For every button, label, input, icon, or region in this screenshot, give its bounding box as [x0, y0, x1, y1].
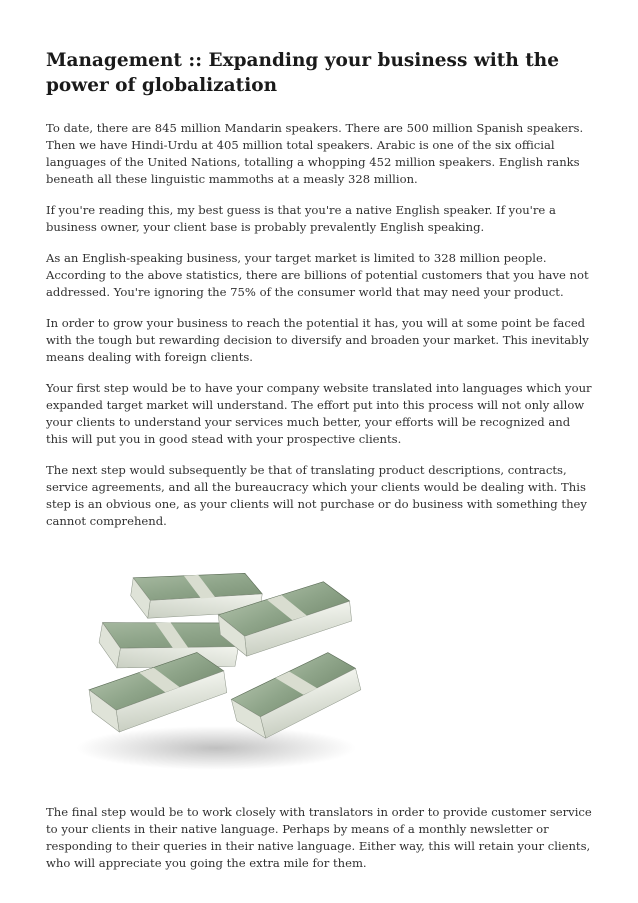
- money-stacks-icon: [66, 548, 366, 778]
- paragraph-5: Your first step would be to have your company website translated into languages which your expanded target market will understand. The effort put into this process will not only allow your clients to understand your services much better, your efforts will be recognized and this will put you in good stead with your prospective clients.: [46, 381, 592, 446]
- final-paragraph: The final step would be to work closely with translators in order to provide customer service to your clients in their native language. Perhaps by means of a monthly newsletter or responding to their queries in their native language. Either way, this will retain your clients, who will appreciate you going the extra mile for them.: [46, 805, 592, 870]
- paragraph-6: The next step would subsequently be that of translating product descriptions, contracts, service agreements, and all the bureaucracy which your clients would be dealing with. This step is an obvious one, as your clients will not purchase or do business with something they cannot comprehend.: [46, 463, 587, 528]
- paragraph-2: If you're reading this, my best guess is that you're a native English speaker. If you're a business owner, your client base is probably prevalently English speaking.: [46, 203, 556, 234]
- article: [46, 48, 594, 886]
- money-stacks-image: [46, 548, 594, 788]
- paragraph-3: As an English-speaking business, your target market is limited to 328 million people. According to the above statistics, there are billions of potential customers that you have not addressed. You're ignoring the 75% of the consumer world that may need your product.: [46, 251, 589, 299]
- paragraph-1: To date, there are 845 million Mandarin speakers. There are 500 million Spanish speakers. Then we have Hindi-Urdu at 405 million total speakers. Arabic is one of the six official languages of the United Nations, totalling a whopping 452 million speakers. English ranks beneath all these linguistic mammoths at a measly 328 million.: [46, 121, 584, 186]
- paragraph-4: In order to grow your business to reach the potential it has, you will at some point be faced with the tough but rewarding decision to diversify and broaden your market. This inevitably means dealing with foreign clients.: [46, 316, 589, 364]
- article-title: Management :: Expanding your business with the power of globalization: [46, 50, 559, 96]
